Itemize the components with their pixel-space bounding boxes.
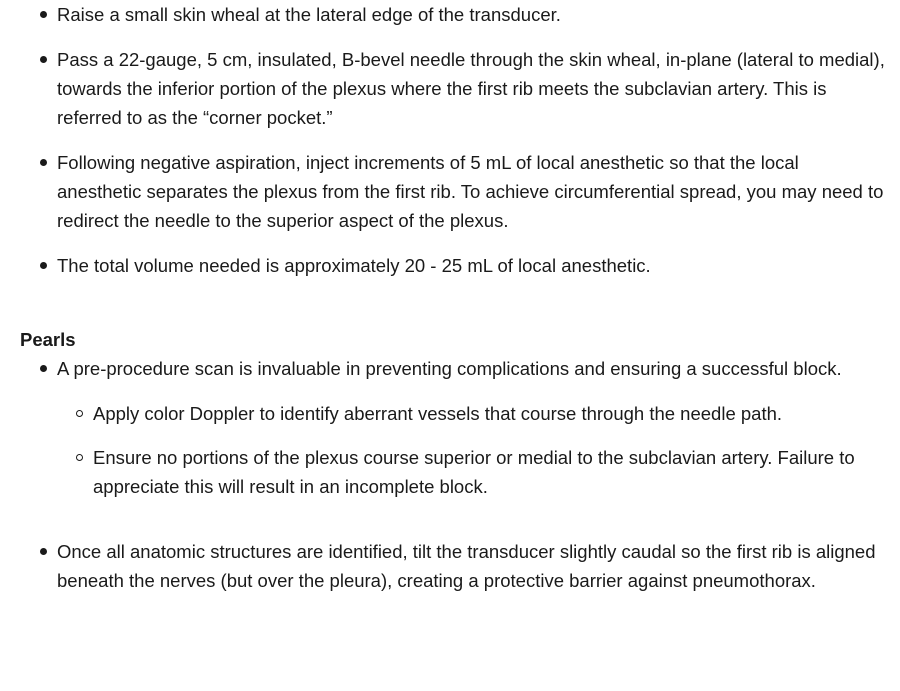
- list-item: [20, 45, 888, 132]
- subitem-text: Ensure no portions of the plexus course superior or medial to the subclavian artery. Failure to appreciate this will result in an incomplete block.: [93, 447, 855, 497]
- pearl-text: Once all anatomic structures are identified, tilt the transducer slightly caudal so the first rib is aligned beneath the nerves (but over the pleura), creating a protective barrier against pneumothorax.: [57, 541, 876, 591]
- pearl-text: A pre-procedure scan is invaluable in preventing complications and ensuring a successful block.: [57, 358, 842, 379]
- subitem-text: Apply color Doppler to identify aberrant vessels that course through the needle path.: [93, 403, 783, 424]
- list-item: [20, 251, 888, 280]
- list-item: [20, 0, 888, 29]
- step-text: Raise a small skin wheal at the lateral edge of the transducer.: [57, 4, 561, 25]
- list-item: [57, 443, 888, 501]
- procedure-steps-list: [20, 0, 888, 280]
- section-heading: Pearls: [20, 329, 76, 350]
- list-item: [20, 537, 888, 595]
- pearls-list: [20, 354, 888, 595]
- step-text: Pass a 22-gauge, 5 cm, insulated, B-bevel needle through the skin wheal, in-plane (lateral to medial), towards the inferior portion of the plexus where the first rib meets the subclavian artery. This is referred to as the “corner pocket.”: [57, 49, 885, 128]
- list-item: [20, 354, 888, 501]
- list-item: [20, 148, 888, 235]
- step-text: Following negative aspiration, inject increments of 5 mL of local anesthetic so that the local anesthetic separates the plexus from the first rib. To achieve circumferential spread, you may need to redirect the needle to the superior aspect of the plexus.: [57, 152, 884, 231]
- pearl-sublist: [57, 399, 888, 501]
- list-item: [57, 399, 888, 428]
- step-text: The total volume needed is approximately 20 - 25 mL of local anesthetic.: [57, 255, 651, 276]
